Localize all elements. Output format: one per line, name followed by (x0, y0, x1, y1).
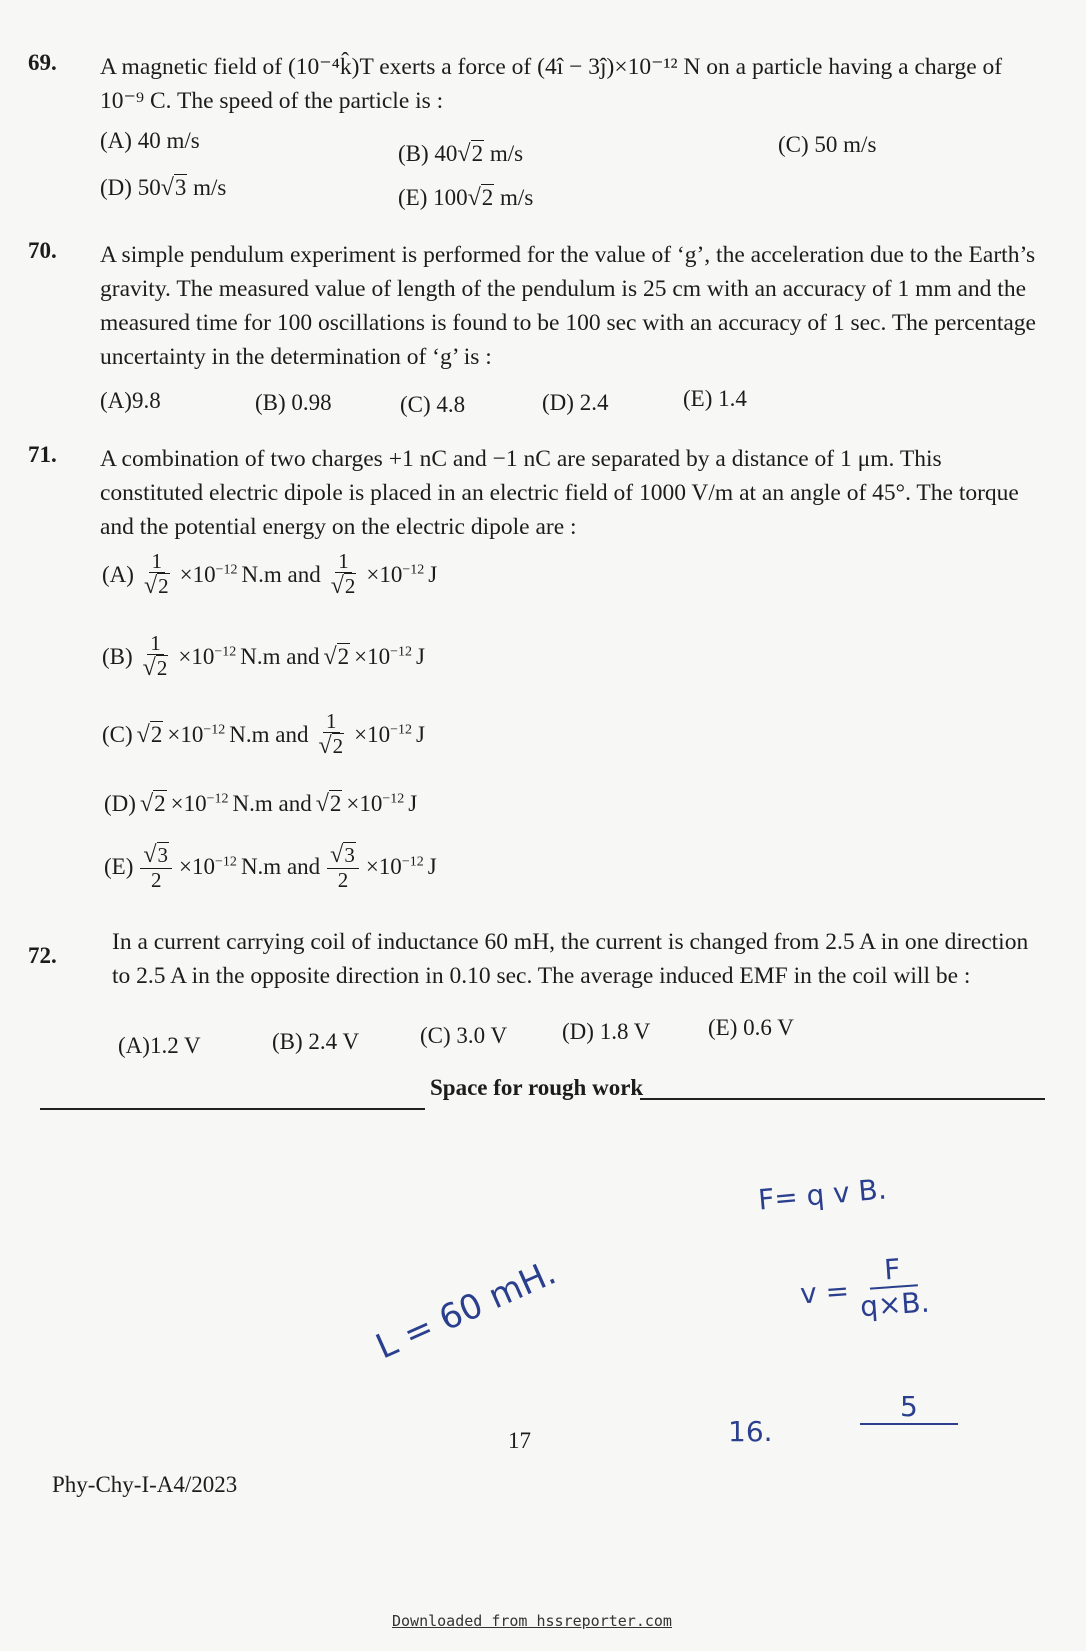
question-text: In a current carrying coil of inductance 60 mH, the current is changed from 2.5 A in one direction to 2.5 A in the opposite direction in 0.10 sec. The average induced EMF in the coil will be : (112, 929, 1029, 989)
rough-work-title: Space for rough work (430, 1075, 644, 1100)
sqrt: √ 2 (323, 643, 350, 670)
option-b[interactable]: (B) 1 √ 2 $\times 10^{-12}$ N.m and √ 2 $\times 10^{-12}$ J (102, 631, 425, 682)
download-link[interactable]: Downloaded from hssreporter.com (392, 1612, 672, 1630)
fraction: √ 3 2 (140, 842, 172, 891)
handwritten-note: 16. (728, 1415, 773, 1448)
question-text: A simple pendulum experiment is performed for the value of ‘g’, the acceleration due to the Earth’s gravity. The measured value of length of the pendulum is 25 cm with an accuracy of 1 mm and the measured time for 100 oscillations is found to be 100 sec with an accuracy of 1 sec. The percentage uncertainty in the determination of ‘g’ is : (100, 242, 1036, 370)
handwritten-inductance: L = 60 mH. (370, 1252, 562, 1368)
option-c[interactable]: (C) 50 m/s (778, 132, 877, 157)
handwritten-formula-force: F= q v B. (756, 1172, 888, 1217)
question-number: 71. (28, 442, 57, 467)
sqrt: √ 2 (315, 791, 342, 817)
question-69 (28, 50, 1048, 220)
question-72 (28, 925, 1048, 1065)
sqrt: √ 2 (457, 141, 484, 167)
divider-line (40, 1108, 425, 1110)
sqrt: √ 2 (467, 185, 494, 211)
page-number: 17 (508, 1428, 531, 1453)
option-c[interactable]: (C) 3.0 V (420, 1023, 508, 1048)
divider-line (640, 1098, 1045, 1100)
option-c[interactable]: (C) √ 2 $\times 10^{-12}$ N.m and 1 √ 2 $\times 10^{-12}$ J (102, 709, 425, 760)
option-e[interactable]: (E) √ 3 2 $\times 10^{-12}$ N.m and √ 3 2 $\times 10^{-12}$ J (104, 842, 437, 893)
option-c[interactable]: (C) 4.8 (400, 392, 466, 417)
fraction: 1 √ 2 (143, 549, 169, 600)
option-d[interactable]: (D) 2.4 (542, 390, 609, 415)
option-a[interactable]: (A)9.8 (100, 388, 161, 413)
paper-code: Phy-Chy-I-A4/2023 (52, 1472, 238, 1497)
option-a[interactable]: (A) 40 m/s (100, 128, 200, 153)
question-number: 72. (28, 943, 57, 968)
handwritten-note: 5 (860, 1390, 958, 1425)
fraction: 1 √ 2 (330, 549, 356, 600)
option-b[interactable]: (B) 40 √ 2 m/s (398, 141, 524, 167)
option-b[interactable]: (B) 2.4 V (272, 1029, 360, 1054)
fraction: 1 √ 2 (142, 631, 168, 682)
question-number: 70. (28, 238, 57, 263)
option-e[interactable]: (E) 0.6 V (708, 1015, 794, 1040)
option-d[interactable]: (D) 50 √ 3 m/s (100, 175, 227, 201)
option-d[interactable]: (D) 1.8 V (562, 1019, 651, 1044)
sqrt: √ 2 (136, 721, 163, 748)
sqrt: √ 3 (160, 175, 187, 201)
sqrt: √ 2 (139, 791, 166, 817)
option-d[interactable]: (D) √ 2 $\times 10^{-12}$ N.m and √ 2 $\times 10^{-12}$ J (104, 791, 418, 817)
handwritten-formula-speed: v = $\frac{F}{q\times B.}$ (799, 1252, 931, 1324)
question-70 (28, 238, 1048, 428)
option-a[interactable]: (A)1.2 V (118, 1033, 201, 1058)
question-text: A magnetic field of (10⁻⁴k̂)T exerts a force of (4î − 3ĵ)×10⁻¹² N on a particle having a charge of 10⁻⁹ C. The speed of the particle is : (100, 54, 1003, 114)
option-e[interactable]: (E) 100 √ 2 m/s (398, 185, 534, 211)
question-number: 69. (28, 50, 57, 75)
option-e[interactable]: (E) 1.4 (683, 386, 747, 411)
option-b[interactable]: (B) 0.98 (255, 390, 332, 415)
question-text: A combination of two charges +1 nC and −1 nC are separated by a distance of 1 μm. This constituted electric dipole is placed in an electric field of 1000 V/m at an angle of 45°. The torque and the potential energy on the electric dipole are : (100, 446, 1019, 540)
option-a[interactable]: (A) 1 √ 2 $\times 10^{-12}$ N.m and 1 √ 2 $\times 10^{-12}$ J (102, 549, 438, 600)
question-71 (28, 442, 1048, 922)
fraction: √ 3 2 (327, 842, 359, 891)
fraction: 1 √ 2 (318, 709, 344, 760)
